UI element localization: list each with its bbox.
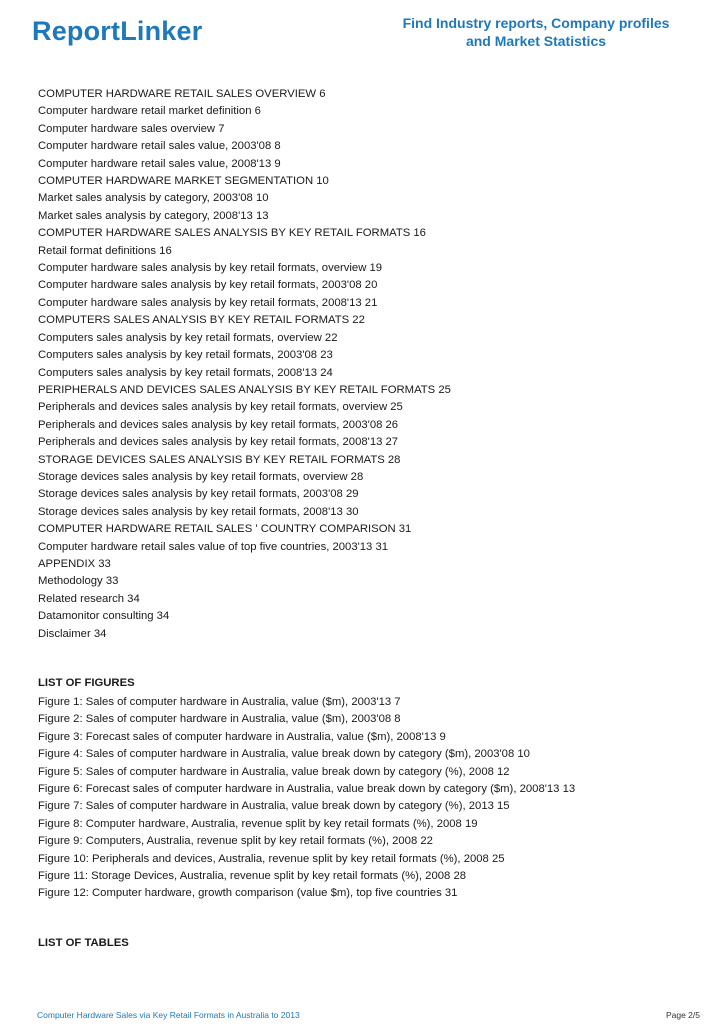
toc-entry: Related research 34 (38, 592, 140, 605)
toc-entry: Computers sales analysis by key retail formats, 2008'13 24 (38, 366, 333, 379)
figure-entry: Figure 11: Storage Devices, Australia, revenue split by key retail formats (%), 2008 28 (38, 870, 467, 883)
figure-entry: Figure 3: Forecast sales of computer hardware in Australia, value ($m), 2008'13 9 (38, 730, 446, 743)
toc-entry: Computers sales analysis by key retail formats, overview 22 (38, 331, 338, 344)
toc-entry: Computer hardware sales overview 7 (38, 122, 225, 135)
figure-entry: Figure 10: Peripherals and devices, Australia, revenue split by key retail formats (%), 2008 25 (38, 852, 505, 865)
toc-entry: Computer hardware sales analysis by key retail formats, 2008'13 21 (38, 296, 378, 309)
toc-entry: Computers sales analysis by key retail formats, 2003'08 23 (38, 349, 333, 362)
toc-entry: Storage devices sales analysis by key retail formats, overview 28 (38, 470, 364, 483)
toc-entry: PERIPHERALS AND DEVICES SALES ANALYSIS BY KEY RETAIL FORMATS 25 (38, 383, 451, 396)
toc-entry: Computer hardware sales analysis by key retail formats, overview 19 (38, 262, 383, 275)
tagline (376, 14, 696, 50)
toc-entry: Computer hardware sales analysis by key retail formats, 2003'08 20 (38, 279, 378, 292)
toc-entry: COMPUTER HARDWARE SALES ANALYSIS BY KEY RETAIL FORMATS 16 (38, 227, 426, 240)
toc-entry: APPENDIX 33 (38, 557, 111, 570)
figure-entry: Figure 5: Sales of computer hardware in Australia, value break down by category (%), 2008 12 (38, 765, 510, 778)
toc-entry: Datamonitor consulting 34 (38, 610, 170, 623)
toc-entry: Market sales analysis by category, 2003'08 10 (38, 192, 269, 205)
list-of-figures-title: LIST OF FIGURES (38, 677, 135, 689)
toc-entry: Storage devices sales analysis by key retail formats, 2008'13 30 (38, 505, 359, 518)
toc-entry: Retail format definitions 16 (38, 244, 172, 257)
figure-entry: Figure 8: Computer hardware, Australia, revenue split by key retail formats (%), 2008 19 (38, 817, 478, 830)
page-number: Page 2/5 (665, 1010, 700, 1020)
toc-entry: Peripherals and devices sales analysis by key retail formats, overview 25 (38, 401, 403, 414)
toc-entry: Peripherals and devices sales analysis by key retail formats, 2003'08 26 (38, 418, 399, 431)
tagline-line-2: and Market Statistics (465, 33, 607, 49)
tagline-line-1: Find Industry reports, Company profiles (402, 15, 670, 31)
toc-entry: COMPUTER HARDWARE MARKET SEGMENTATION 10 (38, 175, 329, 188)
toc-entry: Methodology 33 (38, 575, 119, 588)
figure-entry: Figure 7: Sales of computer hardware in Australia, value break down by category (%), 2013 15 (38, 800, 510, 813)
toc-entry: Market sales analysis by category, 2008'13 13 (38, 209, 269, 222)
figure-entry: Figure 4: Sales of computer hardware in Australia, value break down by category ($m), 2003'08 10 (38, 748, 530, 761)
toc-entry: COMPUTERS SALES ANALYSIS BY KEY RETAIL FORMATS 22 (38, 314, 365, 327)
toc-entry: COMPUTER HARDWARE RETAIL SALES ' COUNTRY COMPARISON 31 (38, 523, 412, 536)
toc-entry: Computer hardware retail market definition 6 (38, 105, 261, 118)
list-of-tables-title: LIST OF TABLES (38, 937, 129, 949)
toc-entry: STORAGE DEVICES SALES ANALYSIS BY KEY RETAIL FORMATS 28 (38, 453, 401, 466)
toc-entry: Computer hardware retail sales value of top five countries, 2003'13 31 (38, 540, 389, 553)
table-of-contents (38, 86, 698, 643)
figure-entry: Figure 6: Forecast sales of computer hardware in Australia, value break down by category ($m), 2008'13 13 (38, 783, 576, 796)
figure-entry: Figure 2: Sales of computer hardware in Australia, value ($m), 2003'08 8 (38, 713, 401, 726)
toc-entry: Disclaimer 34 (38, 627, 107, 640)
footer-report-link[interactable]: Computer Hardware Sales via Key Retail Formats in Australia to 2013 (37, 1010, 300, 1020)
reportlinker-logo[interactable]: ReportLinker (32, 16, 203, 46)
list-of-figures (38, 694, 708, 903)
figure-entry: Figure 12: Computer hardware, growth comparison (value $m), top five countries 31 (38, 887, 458, 900)
toc-entry: COMPUTER HARDWARE RETAIL SALES OVERVIEW 6 (38, 88, 326, 100)
toc-entry: Peripherals and devices sales analysis by key retail formats, 2008'13 27 (38, 436, 399, 449)
toc-entry: Computer hardware retail sales value, 2008'13 9 (38, 157, 281, 170)
toc-entry: Computer hardware retail sales value, 2003'08 8 (38, 140, 281, 153)
figure-entry: Figure 9: Computers, Australia, revenue split by key retail formats (%), 2008 22 (38, 835, 433, 848)
toc-entry: Storage devices sales analysis by key retail formats, 2003'08 29 (38, 488, 359, 501)
figure-entry: Figure 1: Sales of computer hardware in Australia, value ($m), 2003'13 7 (38, 696, 401, 708)
